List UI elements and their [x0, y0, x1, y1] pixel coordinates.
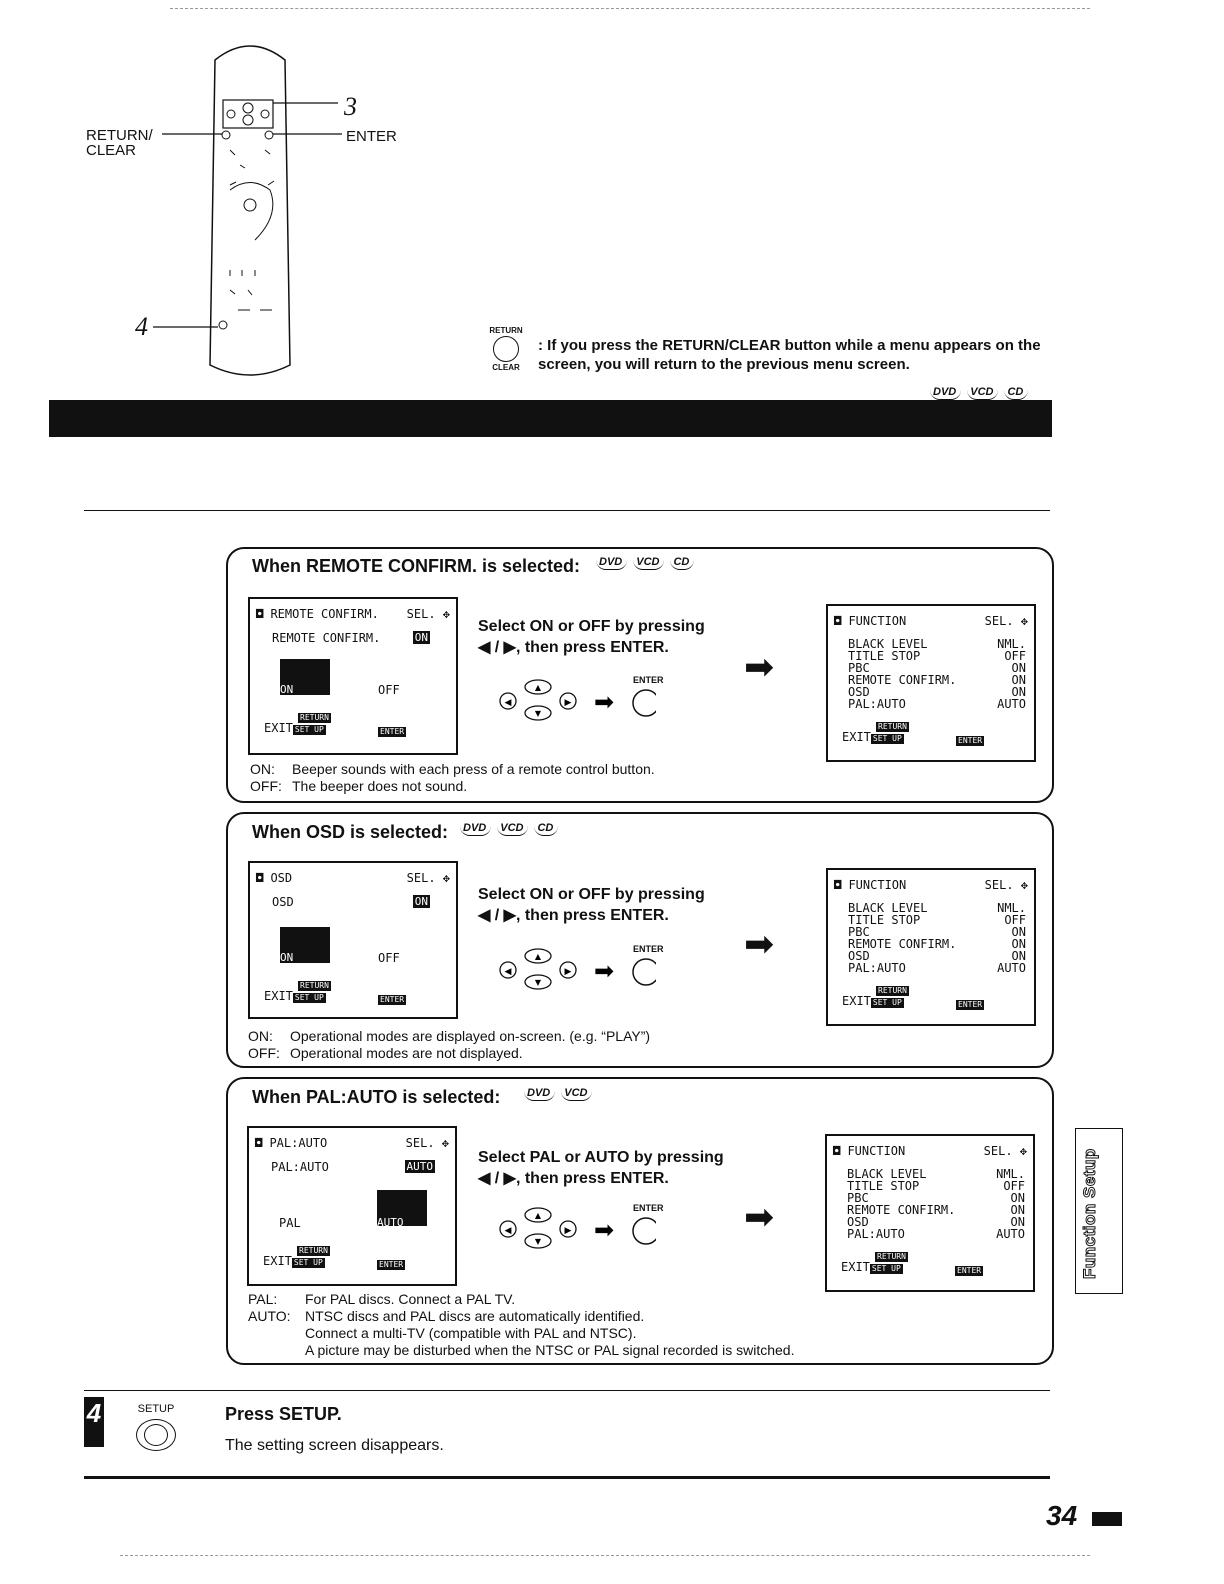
list-item: REMOTE CONFIRM. ON: [848, 673, 1026, 687]
instruction: [478, 884, 705, 926]
bottom-scan-edge: [120, 1555, 1090, 1556]
enter-tag: ENTER: [958, 1000, 983, 1009]
callout-4: 4: [135, 312, 148, 341]
description-line: ON: Beeper sounds with each press of a remote control button.: [250, 761, 655, 777]
setup-button-icon: [132, 1403, 180, 1451]
description-line: OFF: The beeper does not sound.: [250, 778, 468, 794]
enter-tag: ENTER: [379, 1260, 404, 1269]
panel-disc-badges: [460, 822, 558, 836]
menu-icon: ◘: [833, 1144, 848, 1158]
step4-bottom-rule: [84, 1476, 1050, 1479]
side-tab: [1075, 1128, 1123, 1294]
panel-title: When REMOTE CONFIRM. is selected:: [252, 556, 581, 576]
result-arrow-icon: ➡: [744, 646, 775, 687]
list-item: PAL:AUTO AUTO: [847, 1227, 1025, 1241]
list-item: REMOTE CONFIRM. ON: [847, 1203, 1025, 1217]
function-menu-screen: [825, 1134, 1035, 1292]
osd-title: REMOTE CONFIRM.: [270, 607, 379, 621]
vcd-badge: VCD: [561, 1087, 592, 1101]
list-item: OSD ON: [848, 949, 1026, 963]
osd-sel: SEL.: [406, 607, 436, 621]
list-item: PBC ON: [847, 1191, 1025, 1205]
panel-title: When OSD is selected:: [252, 822, 449, 842]
list-item: PBC ON: [848, 925, 1026, 939]
four-way-arrow-icon: ✥: [1012, 1144, 1027, 1158]
function-list: [847, 1168, 1025, 1240]
step4-body: The setting screen disappears.: [225, 1437, 444, 1454]
four-way-arrow-icon: ✥: [435, 607, 450, 621]
instruction-line-1: Select PAL or AUTO by pressing: [478, 1149, 724, 1166]
svg-text:➡: ➡: [593, 688, 615, 716]
dvd-badge: DVD: [596, 556, 627, 570]
description: [250, 761, 655, 795]
osd-submenu-screen: [248, 861, 458, 1019]
setup-tag: SET UP: [293, 1258, 323, 1267]
svg-text:➡: ➡: [593, 1216, 615, 1244]
exit-label: EXIT: [264, 721, 293, 735]
function-title: FUNCTION: [848, 614, 907, 628]
osd-value: AUTO: [406, 1160, 433, 1173]
instruction: [478, 1147, 724, 1189]
description-line: ON: Operational modes are displayed on-screen. (e.g. “PLAY”): [248, 1028, 651, 1044]
osd-option-2: AUTO: [377, 1216, 404, 1229]
step4-top-rule: [84, 1390, 1050, 1391]
list-item: PBC ON: [848, 661, 1026, 675]
instruction-line-1: Select ON or OFF by pressing: [478, 886, 705, 903]
enter-button-label: ENTER: [633, 675, 664, 685]
return-note-text: : If you press the RETURN/CLEAR button while a menu appears on the screen, you will return to the previous menu screen.: [538, 337, 1041, 373]
return-tag: RETURN: [300, 981, 329, 990]
description-line: PAL: For PAL discs. Connect a PAL TV.: [248, 1291, 516, 1307]
top-scan-edge: [170, 8, 1090, 9]
svg-text:◀: ◀: [504, 967, 512, 977]
list-item: BLACK LEVEL NML.: [848, 901, 1026, 915]
dvd-badge: DVD: [460, 822, 491, 836]
function-list: [848, 638, 1026, 710]
svg-text:◀: ◀: [504, 1226, 512, 1236]
osd-sel: SEL.: [984, 878, 1014, 892]
enter-label: ENTER: [346, 128, 397, 145]
osd-option-1: ON: [280, 683, 294, 696]
instruction-line-1: Select ON or OFF by pressing: [478, 618, 705, 635]
osd-option-2: OFF: [378, 683, 400, 697]
description-line: OFF: Operational modes are not displayed.: [248, 1045, 523, 1061]
list-item: PAL:AUTO AUTO: [848, 697, 1026, 711]
dvd-badge: DVD: [524, 1087, 555, 1101]
osd-option-2: OFF: [378, 951, 400, 965]
svg-text:▲: ▲: [534, 683, 542, 692]
svg-text:➡: ➡: [593, 957, 615, 985]
svg-text:▶: ▶: [564, 698, 572, 708]
return-tag: RETURN: [878, 722, 907, 731]
return-tag: RETURN: [300, 713, 329, 722]
setup-tag: SET UP: [872, 998, 902, 1007]
osd-sel: SEL.: [983, 1144, 1013, 1158]
step4-heading: Press SETUP.: [225, 1404, 342, 1424]
vcd-badge: VCD: [967, 386, 998, 400]
svg-text:▲: ▲: [534, 1211, 542, 1220]
return-clear-label: RETURN/ CLEAR: [86, 127, 153, 159]
osd-item: OSD: [272, 895, 294, 909]
four-way-arrow-icon: ✥: [434, 1136, 449, 1150]
return-tag: RETURN: [877, 1252, 906, 1261]
setup-tag: SET UP: [294, 993, 324, 1002]
exit-label: EXIT: [842, 994, 871, 1008]
page-number: 34: [1046, 1500, 1078, 1531]
panel-disc-badges: [596, 556, 694, 570]
result-arrow-icon: ➡: [744, 923, 775, 964]
setup-tag: SET UP: [294, 725, 324, 734]
osd-value: ON: [414, 631, 428, 644]
list-item: TITLE STOP OFF: [848, 913, 1026, 927]
list-item: OSD ON: [848, 685, 1026, 699]
cursor-buttons-to-enter-icon: [496, 1197, 656, 1257]
osd-option-1: ON: [280, 951, 294, 964]
cd-badge: CD: [670, 556, 694, 570]
osd-submenu-screen: [248, 597, 458, 755]
panel-title: When PAL:AUTO is selected:: [252, 1087, 501, 1107]
enter-button-label: ENTER: [633, 944, 664, 954]
menu-icon: ◘: [256, 607, 271, 621]
panel-pal-auto: [226, 1077, 1054, 1365]
vcd-badge: VCD: [497, 822, 528, 836]
svg-text:▶: ▶: [564, 967, 572, 977]
cursor-buttons-to-enter-icon: [496, 669, 656, 729]
setup-icon-label: SETUP: [137, 1403, 175, 1415]
four-way-arrow-icon: ✥: [1013, 614, 1028, 628]
cd-badge: CD: [534, 822, 558, 836]
circle-button-icon: [493, 336, 519, 362]
list-item: REMOTE CONFIRM. ON: [848, 937, 1026, 951]
list-item: BLACK LEVEL NML.: [847, 1167, 1025, 1181]
svg-text:◀: ◀: [504, 698, 512, 708]
result-arrow-icon: ➡: [744, 1196, 775, 1237]
function-list: [848, 902, 1026, 974]
function-menu-screen: [826, 604, 1036, 762]
menu-icon: ◘: [834, 614, 849, 628]
callout-3: 3: [344, 92, 357, 121]
enter-tag: ENTER: [958, 736, 983, 745]
panel-osd: [226, 812, 1054, 1068]
description-line: AUTO: NTSC discs and PAL discs are automatically identified.: [248, 1308, 645, 1324]
function-menu-screen: [826, 868, 1036, 1026]
svg-text:▶: ▶: [564, 1226, 572, 1236]
four-way-arrow-icon: ✥: [1013, 878, 1028, 892]
exit-label: EXIT: [842, 730, 871, 744]
page-number-bar: [1092, 1512, 1122, 1526]
function-title: FUNCTION: [848, 878, 907, 892]
vcd-badge: VCD: [633, 556, 664, 570]
function-title: FUNCTION: [847, 1144, 906, 1158]
step4-number: 4: [84, 1397, 104, 1447]
svg-text:▼: ▼: [534, 709, 542, 718]
exit-label: EXIT: [263, 1254, 292, 1268]
menu-icon: ◘: [834, 878, 849, 892]
list-item: BLACK LEVEL NML.: [848, 637, 1026, 651]
list-item: TITLE STOP OFF: [847, 1179, 1025, 1193]
exit-label: EXIT: [264, 989, 293, 1003]
header-band: [49, 400, 1052, 437]
panel-remote-confirm: [226, 547, 1054, 803]
enter-button-label: ENTER: [633, 1203, 664, 1213]
osd-sel: SEL.: [406, 871, 436, 885]
menu-icon: ◘: [255, 1136, 270, 1150]
instruction-line-2: ◀ / ▶, then press ENTER.: [478, 639, 669, 656]
return-note-icon-bottom: CLEAR: [492, 363, 520, 372]
header-disc-badges: [930, 386, 1028, 400]
setup-tag: SET UP: [871, 1264, 901, 1273]
exit-label: EXIT: [841, 1260, 870, 1274]
side-tab-label: Function Setup: [1080, 1148, 1099, 1279]
svg-text:▼: ▼: [534, 978, 542, 987]
return-note-icon: [482, 326, 530, 372]
dvd-badge: DVD: [930, 386, 961, 400]
menu-icon: ◘: [256, 871, 271, 885]
return-tag: RETURN: [299, 1246, 328, 1255]
osd-sel: SEL.: [405, 1136, 435, 1150]
description-line: A picture may be disturbed when the NTSC or PAL signal recorded is switched.: [305, 1342, 795, 1358]
return-note-icon-top: RETURN: [489, 326, 523, 335]
setup-tag: SET UP: [872, 734, 902, 743]
svg-text:▲: ▲: [534, 952, 542, 961]
cd-badge: CD: [1004, 386, 1028, 400]
enter-tag: ENTER: [380, 995, 405, 1004]
svg-text:▼: ▼: [534, 1237, 542, 1246]
enter-tag: ENTER: [380, 727, 405, 736]
description-line: Connect a multi-TV (compatible with PAL and NTSC).: [305, 1325, 637, 1341]
osd-sel: SEL.: [984, 614, 1014, 628]
description: [248, 1291, 794, 1359]
osd-option-1: PAL: [279, 1216, 301, 1230]
cursor-buttons-to-enter-icon: [496, 938, 656, 998]
instruction-line-2: ◀ / ▶, then press ENTER.: [478, 1170, 669, 1187]
osd-title: OSD: [270, 871, 293, 885]
osd-value: ON: [414, 895, 428, 908]
instruction-line-2: ◀ / ▶, then press ENTER.: [478, 907, 669, 924]
enter-tag: ENTER: [957, 1266, 982, 1275]
list-item: OSD ON: [847, 1215, 1025, 1229]
instruction: [478, 616, 705, 658]
description: [248, 1028, 650, 1062]
list-item: PAL:AUTO AUTO: [848, 961, 1026, 975]
return-tag: RETURN: [878, 986, 907, 995]
osd-item: REMOTE CONFIRM.: [272, 631, 381, 645]
four-way-arrow-icon: ✥: [435, 871, 450, 885]
panel-disc-badges: [524, 1087, 592, 1101]
osd-submenu-screen: [247, 1126, 457, 1286]
section-rule: [84, 510, 1050, 511]
osd-item: PAL:AUTO: [271, 1160, 329, 1174]
list-item: TITLE STOP OFF: [848, 649, 1026, 663]
osd-title: PAL:AUTO: [269, 1136, 328, 1150]
